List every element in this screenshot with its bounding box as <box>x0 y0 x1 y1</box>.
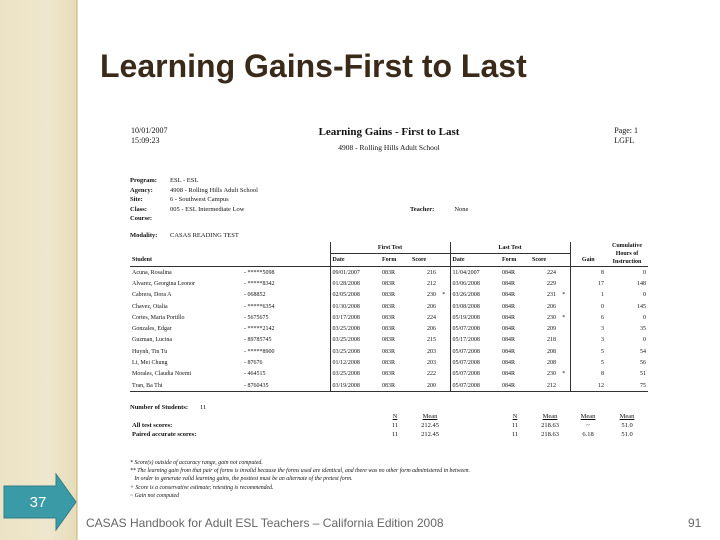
cell-f1: 083R <box>382 371 396 378</box>
student-header: Student <box>130 254 242 267</box>
cell-m2 <box>558 301 570 312</box>
summary-table <box>130 412 648 439</box>
cell-d1: 03/25/2008 <box>330 369 380 380</box>
cell-id: - *****6354 <box>244 303 275 310</box>
report-time: 15:09:23 <box>131 136 160 145</box>
cell-d1: 09/01/2007 <box>330 267 380 279</box>
cell-m2 <box>558 346 570 357</box>
cell-s1: 203 <box>427 360 436 367</box>
cell-id: - 87676 <box>244 360 263 367</box>
cell-gain: 8 <box>570 267 606 279</box>
table-row <box>130 380 648 392</box>
cell-f1: 083R <box>382 360 396 367</box>
gain-header: Gain <box>570 254 606 267</box>
cell-f2: 084R <box>502 303 516 310</box>
cell-d2: 03/08/2008 <box>450 301 500 312</box>
table-row <box>130 346 648 357</box>
table-row <box>130 357 648 368</box>
cell-d1: 02/05/2008 <box>330 290 380 301</box>
note: ** The learning gain from that pair of forms is invalid because the forms used are identical, and there was no other form administered in between. <box>130 468 471 475</box>
cell-s2: 231 <box>547 292 556 299</box>
cell-id: - 068852 <box>244 292 266 299</box>
slide-sidebar <box>0 0 78 540</box>
cell-d2: 05/07/2008 <box>450 357 500 368</box>
cell-d1: 03/17/2008 <box>330 312 380 323</box>
cell-m1 <box>438 357 450 368</box>
cell-gain: 3 <box>570 323 606 334</box>
cell-m2 <box>558 357 570 368</box>
cell-m1 <box>438 301 450 312</box>
report-title: Learning Gains - First to Last <box>318 126 460 138</box>
info-row: Site: 6 - Southwest Campus <box>130 196 229 203</box>
cell-m1: * <box>442 292 446 299</box>
cell-m1 <box>438 335 450 346</box>
note: * Score(s) outside of accuracy range, gain not computed. <box>130 460 263 466</box>
cell-hours: 51 <box>640 371 646 378</box>
cell-gain: 17 <box>570 278 606 289</box>
cell-s2: 224 <box>547 269 556 276</box>
cell-f2: 084R <box>502 280 516 287</box>
cell-gain: 5 <box>570 346 606 357</box>
cell-s2: 230 <box>547 314 556 321</box>
table-header <box>130 254 648 267</box>
cell-f1: 083R <box>382 382 396 389</box>
cell-hours: 145 <box>637 303 646 310</box>
cell-m1 <box>438 346 450 357</box>
cell-f1: 083R <box>382 280 396 287</box>
table-row <box>130 267 648 279</box>
info-row: Course: <box>130 215 153 222</box>
cell-name: Acuna, Rosalina <box>132 269 172 276</box>
cell-m1 <box>438 278 450 289</box>
table-row <box>130 301 648 312</box>
modality-info: Modality: CASAS READING TEST <box>130 232 239 239</box>
table-row <box>130 312 648 323</box>
cell-d2: 05/07/2008 <box>450 323 500 334</box>
cell-d2: 03/06/2008 <box>450 278 500 289</box>
cell-f2: 084R <box>502 314 516 321</box>
note: ~ Gain not computed <box>130 492 180 499</box>
cell-hours: 0 <box>643 314 646 321</box>
table-group-header <box>130 242 648 254</box>
cell-name: Cortes, Maria Portillo <box>132 314 185 321</box>
cell-s1: 215 <box>427 337 436 344</box>
page-number: 91 <box>688 516 702 530</box>
table-row <box>130 369 648 380</box>
cell-s1: 206 <box>427 303 436 310</box>
cell-f2: 084R <box>502 360 516 367</box>
report-code: LGFL <box>614 136 635 145</box>
report-subtitle: 4908 - Rolling Hills Adult School <box>338 143 440 152</box>
cell-name: Gonzales, Edgar <box>132 326 172 333</box>
cell-name: Huynh, Tin Tu <box>132 348 168 355</box>
cell-s2: 206 <box>547 303 556 310</box>
cell-m2 <box>558 335 570 346</box>
report-page-info <box>614 126 638 146</box>
cell-m2: * <box>562 371 566 378</box>
cell-d1: 01/30/2008 <box>330 301 380 312</box>
cell-hours: 56 <box>640 360 646 367</box>
note: In order to generate valid learning gains, the posttest must be an alternate of the pretest form. <box>130 476 353 483</box>
cell-d1: 03/25/2008 <box>330 335 380 346</box>
cell-f2: 084R <box>502 382 516 389</box>
slide-title: Learning Gains-First to Last <box>100 48 527 84</box>
sidebar-divider <box>76 0 77 540</box>
cell-f1: 083R <box>382 303 396 310</box>
cell-f2: 084R <box>502 269 516 276</box>
cell-s1: 224 <box>427 314 436 321</box>
summary-row: Paired accurate scores: 11 212.45 11 218.63 6.18 51.0 <box>132 431 633 438</box>
cell-id: - *****8900 <box>244 348 275 355</box>
cell-gain: 1 <box>570 290 606 301</box>
student-count: Number of Students: 11 <box>130 404 207 411</box>
cell-gain: 12 <box>570 380 606 392</box>
cell-gain: 8 <box>570 369 606 380</box>
report-document <box>128 124 650 500</box>
cell-d1: 03/25/2008 <box>330 346 380 357</box>
cell-s1: 212 <box>427 280 436 287</box>
cell-gain: 5 <box>570 357 606 368</box>
cell-s2: 208 <box>547 360 556 367</box>
cell-d1: 01/12/2008 <box>330 357 380 368</box>
cell-d2: 11/04/2007 <box>450 267 500 279</box>
cell-f1: 083R <box>382 292 396 299</box>
slide-number: 37 <box>29 494 47 511</box>
cell-m1 <box>438 380 450 392</box>
table-row <box>130 335 648 346</box>
cell-s1: 200 <box>427 382 436 389</box>
info-row: Class: 005 - ESL Intermediate Low <box>130 205 245 213</box>
cell-d1: 01/28/2008 <box>330 278 380 289</box>
table-row <box>130 323 648 334</box>
cell-m2 <box>558 380 570 392</box>
cell-d2: 05/07/2008 <box>450 346 500 357</box>
cell-hours: 0 <box>643 292 646 299</box>
first-score-header: Score <box>410 254 438 267</box>
first-date-header: Date <box>330 254 380 267</box>
cell-name: Alvarez, Georgina Leonor <box>132 280 196 287</box>
info-row: Agency: 4908 - Rolling Hills Adult School <box>130 186 258 194</box>
cell-m2: * <box>562 314 566 321</box>
cell-s1: 203 <box>427 348 436 355</box>
cell-s2: 218 <box>547 337 556 344</box>
cell-name: Guzman, Lucina <box>132 337 172 344</box>
cell-m1 <box>438 312 450 323</box>
cell-hours: 35 <box>640 326 646 333</box>
table-row <box>130 278 648 289</box>
info-row: Program: ESL - ESL <box>130 177 199 184</box>
cell-s2: 229 <box>547 280 556 287</box>
cell-m1 <box>438 323 450 334</box>
cell-id: - *****8342 <box>244 280 275 287</box>
cell-hours: 0 <box>643 337 646 344</box>
cell-f1: 083R <box>382 314 396 321</box>
cell-s2: 212 <box>547 382 556 389</box>
cell-f2: 084R <box>502 292 516 299</box>
cell-s1: 206 <box>427 326 436 333</box>
report-date: 10/01/2007 <box>131 126 168 135</box>
note: + Score is a conservative estimate; retesting is recommended. <box>130 484 274 491</box>
first-form-header: Form <box>380 254 410 267</box>
cell-name: Li, Mei Chung <box>132 360 168 367</box>
report-page: Page: 1 <box>614 126 638 135</box>
cell-gain: 0 <box>570 301 606 312</box>
report-info <box>130 176 258 224</box>
cell-hours: 0 <box>643 269 646 276</box>
cell-m2 <box>558 278 570 289</box>
slide-number-badge <box>0 470 80 534</box>
cell-d1: 03/25/2008 <box>330 323 380 334</box>
cell-d2: 05/17/2008 <box>450 335 500 346</box>
last-test-header: Last Test <box>450 242 570 254</box>
teacher-info: Teacher: None <box>410 206 469 213</box>
summary-header: N Mean N Mean Mean Mean <box>392 413 635 420</box>
cell-id: - 464515 <box>244 371 266 378</box>
cell-d2: 05/07/2008 <box>450 380 500 392</box>
cell-f1: 083R <box>382 337 396 344</box>
cell-id: - 89785745 <box>244 337 272 344</box>
report-notes <box>130 459 470 500</box>
summary-row: All test scores: 11 212.45 11 218.63 ~ 51.0 <box>132 422 633 429</box>
cell-s2: 230 <box>547 371 556 378</box>
cell-gain: 6 <box>570 312 606 323</box>
cell-f2: 084R <box>502 326 516 333</box>
cell-s1: 222 <box>427 371 436 378</box>
first-test-header: First Test <box>330 242 450 254</box>
cell-m1 <box>438 267 450 279</box>
cell-name: Cabrera, Dora A <box>132 292 172 299</box>
table-row <box>130 290 648 301</box>
cell-id: - *****5098 <box>244 269 275 276</box>
cell-s2: 209 <box>547 326 556 333</box>
cell-id: - 8760435 <box>244 382 269 389</box>
cell-m2 <box>558 267 570 279</box>
cell-m2: * <box>562 292 566 299</box>
footer-text: CASAS Handbook for Adult ESL Teachers – California Edition 2008 <box>86 516 444 530</box>
cell-f2: 084R <box>502 348 516 355</box>
cell-f2: 084R <box>502 371 516 378</box>
hours-header: Cumulative Hours of Instruction <box>606 242 648 267</box>
last-form-header: Form <box>500 254 530 267</box>
last-date-header: Date <box>450 254 500 267</box>
gains-table <box>130 242 648 392</box>
cell-s2: 208 <box>547 348 556 355</box>
cell-name: Chavez, Otalia <box>132 303 168 310</box>
cell-hours: 75 <box>640 382 646 389</box>
cell-f1: 083R <box>382 269 396 276</box>
last-score-header: Score <box>530 254 558 267</box>
cell-m1 <box>438 369 450 380</box>
cell-id: - *****2142 <box>244 326 275 333</box>
cell-s1: 216 <box>427 269 436 276</box>
cell-gain: 3 <box>570 335 606 346</box>
cell-name: Morales, Claudia Noemi <box>132 371 192 378</box>
cell-f2: 084R <box>502 337 516 344</box>
cell-d2: 03/26/2008 <box>450 290 500 301</box>
cell-name: Tran, Ba Thi <box>132 382 163 389</box>
cell-hours: 54 <box>640 348 646 355</box>
cell-hours: 148 <box>637 280 646 287</box>
cell-f1: 083R <box>382 326 396 333</box>
cell-d2: 05/07/2008 <box>450 369 500 380</box>
cell-f1: 083R <box>382 348 396 355</box>
cell-s1: 230 <box>427 292 436 299</box>
cell-d1: 03/19/2008 <box>330 380 380 392</box>
cell-d2: 05/19/2008 <box>450 312 500 323</box>
cell-id: - 5675675 <box>244 314 269 321</box>
cell-m2 <box>558 323 570 334</box>
